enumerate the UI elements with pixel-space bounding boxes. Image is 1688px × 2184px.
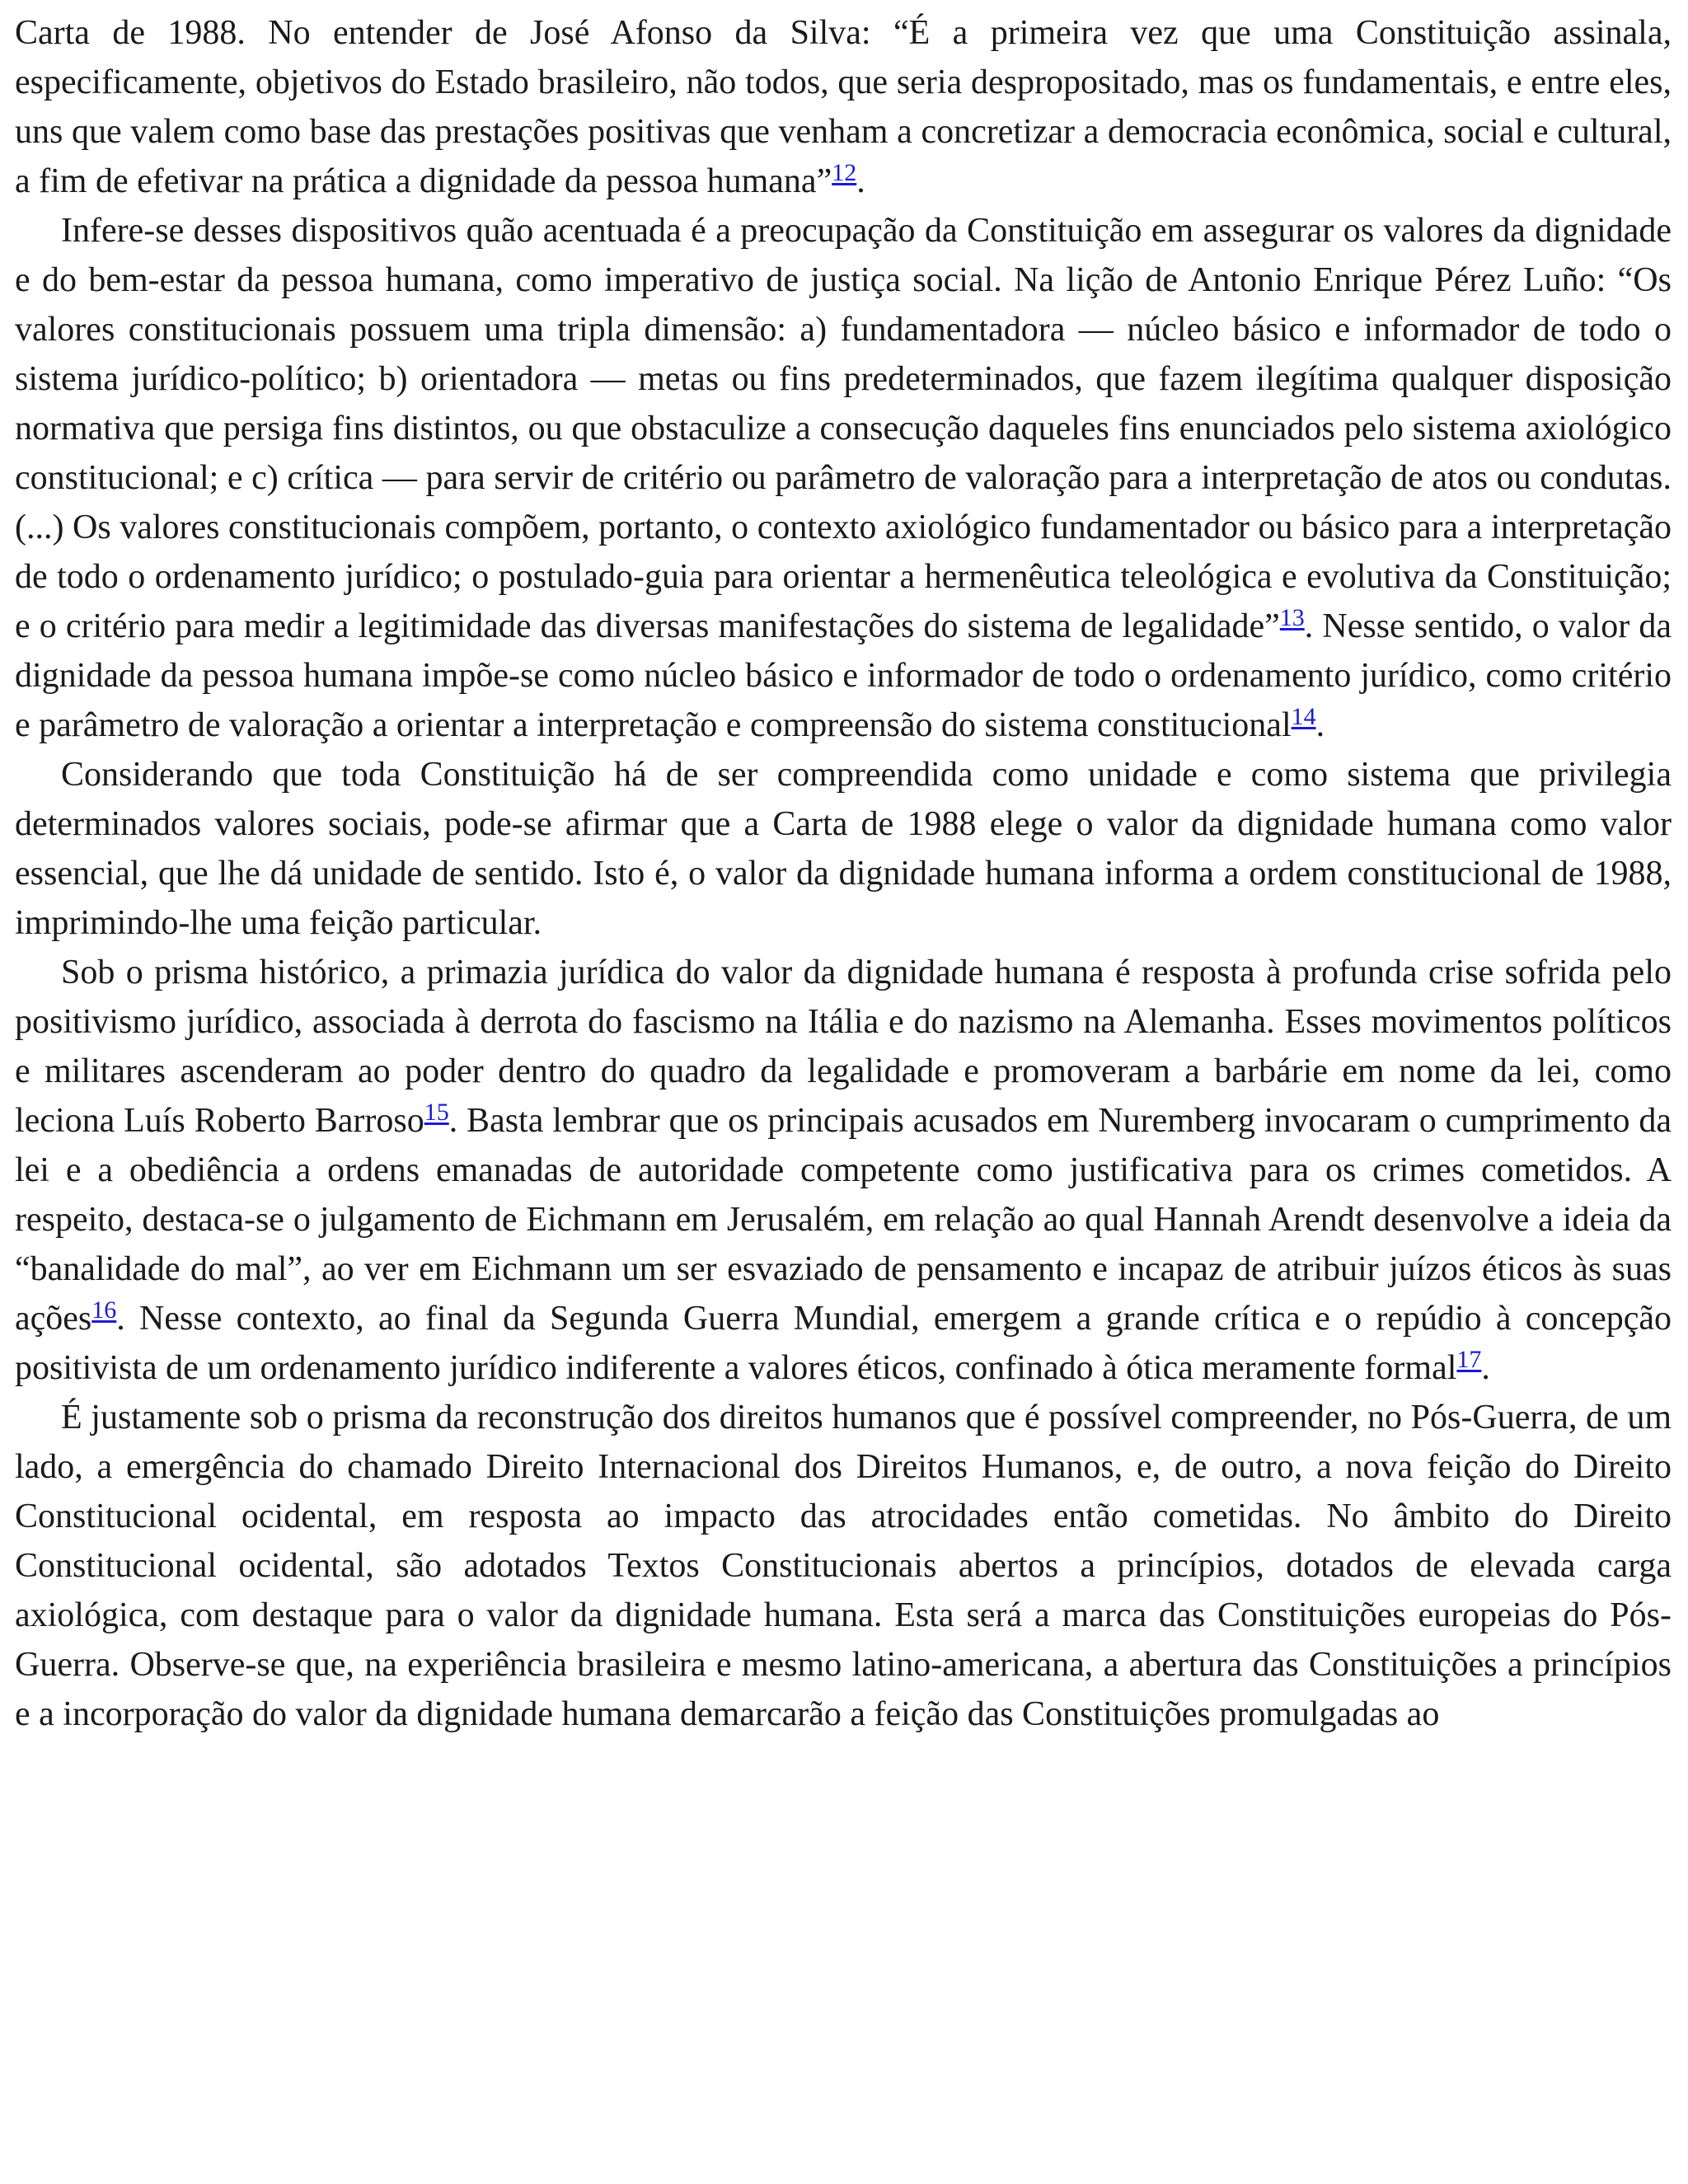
footnote-link[interactable]: 12 xyxy=(832,159,857,186)
paragraph-text: É justamente sob o prisma da reconstrução dos direitos humanos que é possível compreender, no Pós-Guerra, de um lado, a emergência do chamado Direito Internacional dos Direitos Humanos, e, de outro, a nova feição do Direito Constitucional ocidental, em resposta ao impacto das atrocidades então cometidas. No âmbito do Direito Constitucional ocidental, são adotados Textos Constitucionais abertos a princípios, dotados de elevada carga axiológica, com destaque para o valor da dignidade humana. Esta será a marca das Constituições europeias do Pós-Guerra. Observe-se que, na experiência brasileira e mesmo latino-americana, a abertura das Constituições a princípios e a incorporação do valor da dignidade humana demarcarão a feição das Constituições promulgadas ao xyxy=(15,1399,1672,1733)
body-paragraph xyxy=(15,206,1672,750)
paragraph-text: . Nesse contexto, ao final da Segunda Guerra Mundial, emergem a grande crítica e o repúdio à concepção positivista de um ordenamento jurídico indiferente a valores éticos, confinado à ótica meramente formal xyxy=(15,1300,1672,1387)
paragraph-text: . Basta lembrar que os principais acusados em Nuremberg invocaram o cumprimento da lei e a obediência a ordens emanadas de autoridade competente como justificativa para os crimes cometidos. A respeito, destaca-se o julgamento de Eichmann em Jerusalém, em relação ao qual Hannah Arendt desenvolve a ideia da “banalidade do mal”, ao ver em Eichmann um ser esvaziado de pensamento e incapaz de atribuir juízos éticos às suas ações xyxy=(15,1102,1672,1338)
footnote-link[interactable]: 16 xyxy=(91,1296,117,1324)
paragraph-text: . Nesse sentido, o valor da dignidade da pessoa humana impõe-se como núcleo básico e informador de todo o ordenamento jurídico, como critério e parâmetro de valoração a orientar a interpretação e compreensão do sistema constitucional xyxy=(15,607,1672,744)
body-paragraph xyxy=(15,948,1672,1393)
body-paragraph xyxy=(15,750,1672,948)
footnote-ref xyxy=(1292,703,1316,730)
paragraph-text: . xyxy=(1481,1349,1490,1387)
footnote-ref xyxy=(832,159,856,186)
footnote-ref xyxy=(1456,1346,1481,1373)
footnote-ref xyxy=(1280,604,1305,631)
body-paragraph xyxy=(15,8,1672,206)
paragraph-text: . xyxy=(1315,706,1325,744)
footnote-ref xyxy=(424,1099,449,1126)
footnote-link[interactable]: 17 xyxy=(1456,1346,1482,1373)
footnote-link[interactable]: 14 xyxy=(1291,703,1316,730)
footnote-link[interactable]: 13 xyxy=(1279,604,1305,631)
paragraph-text: Infere-se desses dispositivos quão acentuada é a preocupação da Constituição em assegurar os valores da dignidade e do bem-estar da pessoa humana, como imperativo de justiça social. Na lição de Antonio Enrique Pérez Luño: “Os valores constitucionais possuem uma tripla dimensão: a) fundamentadora — núcleo básico e informador de todo o sistema jurídico-político; b) orientadora — metas ou fins predeterminados, que fazem ilegítima qualquer disposição normativa que persiga fins distintos, ou que obstaculize a consecução daqueles fins enunciados pelo sistema axiológico constitucional; e c) crítica — para servir de critério ou parâmetro de valoração para a interpretação de atos ou condutas. (...) Os valores constitucionais compõem, portanto, o contexto axiológico fundamentador ou básico para a interpretação de todo o ordenamento jurídico; o postulado-guia para orientar a hermenêutica teleológica e evolutiva da Constituição; e o critério para medir a legitimidade das diversas manifestações do sistema de legalidade” xyxy=(15,212,1672,645)
footnote-ref xyxy=(91,1296,116,1324)
body-paragraph xyxy=(15,1393,1672,1739)
paragraph-text: Sob o prisma histórico, a primazia jurídica do valor da dignidade humana é resposta à profunda crise sofrida pelo positivismo jurídico, associada à derrota do fascismo na Itália e do nazismo na Alemanha. Esses movimentos políticos e militares ascenderam ao poder dentro do quadro da legalidade e promoveram a barbárie em nome da lei, como leciona Luís Roberto Barroso xyxy=(15,954,1672,1140)
paragraph-text: . xyxy=(856,162,865,200)
footnote-link[interactable]: 15 xyxy=(424,1099,449,1126)
paragraph-text: Considerando que toda Constituição há de ser compreendida como unidade e como sistema que privilegia determinados valores sociais, pode-se afirmar que a Carta de 1988 elege o valor da dignidade humana como valor essencial, que lhe dá unidade de sentido. Isto é, o valor da dignidade humana informa a ordem constitucional de 1988, imprimindo-lhe uma feição particular. xyxy=(15,756,1672,942)
paragraph-text: Carta de 1988. No entender de José Afonso da Silva: “É a primeira vez que uma Constituição assinala, especificamente, objetivos do Estado brasileiro, não todos, que seria despropositado, mas os fundamentais, e entre eles, uns que valem como base das prestações positivas que venham a concretizar a democracia econômica, social e cultural, a fim de efetivar na prática a dignidade da pessoa humana” xyxy=(15,14,1672,200)
